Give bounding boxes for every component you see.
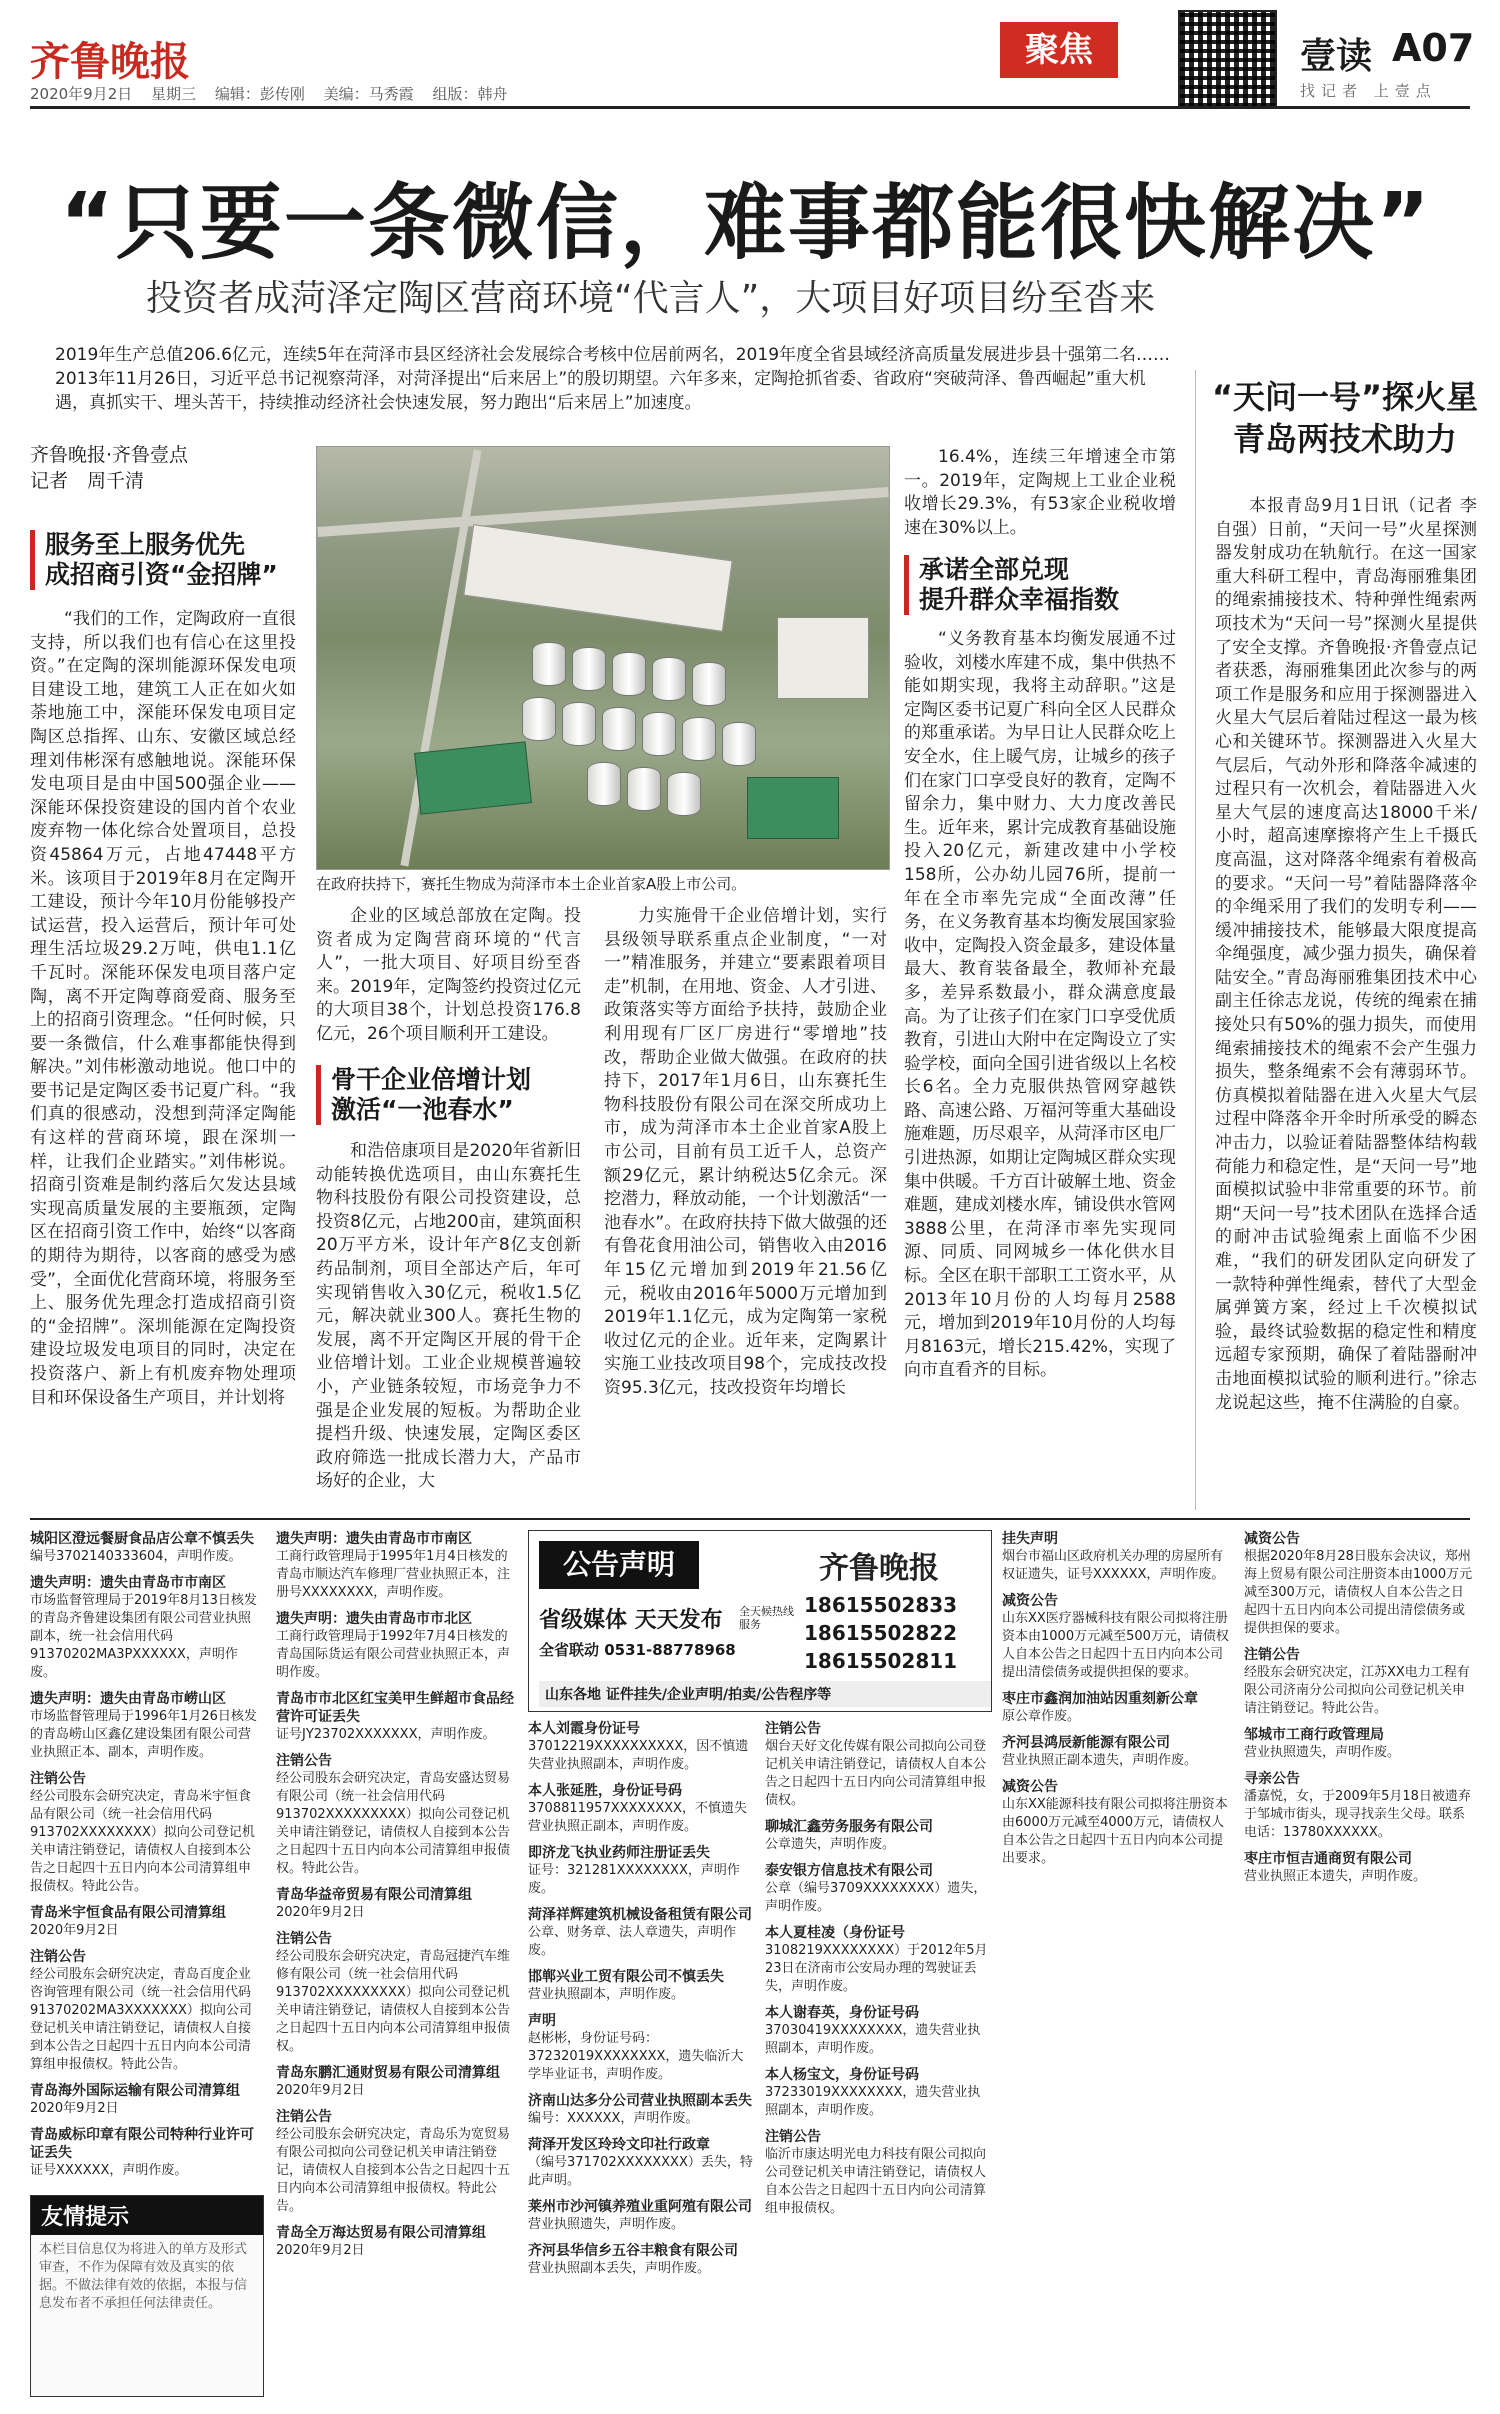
friendly-tip-box [30, 2195, 264, 2397]
notice-item [528, 2198, 753, 2234]
notice-title: 遗失声明：遗失由青岛市崂山区 [30, 1691, 226, 1707]
notice-title: 注销公告 [765, 1721, 821, 1737]
notice-item [30, 1574, 262, 1682]
lead-paragraph: 2019年生产总值206.6亿元，连续5年在菏泽市县区经济社会发展综合考核中位居前两名，2019年度全省县域经济高质量发展进步县十强第二名……2013年11月26日，习近平总书记视察菏泽，对菏泽提出“后来居上”的殷切期望。六年多来，定陶抢抓省委、省政府“突破菏泽、鲁西崛起”重大机遇，真抓实干、埋头苦干，持续推动经济社会快速发展，努力跑出“后来居上”加速度。 [55, 345, 1171, 413]
section2-title-line1: 骨干企业倍增计划 [331, 1065, 532, 1094]
issue-date: 2020年9月2日 [30, 85, 133, 103]
notice-title: 城阳区澄远餐厨食品店公章不慎丢失 [30, 1531, 254, 1547]
article-column-2b [316, 1140, 581, 1503]
column-2a-text: 企业的区域总部放在定陶。投资者成为定陶营商环境的“代言人”，一批大项目、好项目纷至沓来。2019年，定陶签约投资过亿元的大项目38个，计划总投资176.8亿元，26个项目顺利开工建设。 [316, 906, 581, 1044]
notice-title: 注销公告 [30, 1771, 86, 1787]
notice-title: 齐河县鸿辰新能源有限公司 [1002, 1735, 1170, 1751]
section1-title-line2: 成招商引资“金招牌” [45, 560, 278, 589]
notice-body: 37233019XXXXXXXX，遗失营业执照副本，声明作废。 [765, 2085, 981, 2118]
notice-item [765, 1818, 990, 1854]
notice-body: 潘嘉悦，女，于2009年5月18日被遗弃于邹城市街头，现寻找亲生父母。联系电话：13780XXXXXX。 [1244, 1789, 1471, 1840]
section3-title-line1: 承诺全部兑现 [919, 555, 1070, 584]
notice-item [1002, 1734, 1232, 1770]
notice-item [30, 1690, 262, 1762]
column-divider [1195, 370, 1196, 1510]
notice-title: 注销公告 [30, 1949, 86, 1965]
ad-banner-logo: 齐鲁晚报 [819, 1551, 939, 1586]
notices-column-6 [1244, 1530, 1474, 2400]
notice-title: 即济龙飞执业药师注册证丢失 [528, 1845, 710, 1861]
ad-phone-3[interactable]: 18615502811 [804, 1649, 958, 1673]
section-tag: 聚焦 [1000, 22, 1118, 78]
notice-body: 营业执照副本，声明作废。 [528, 1987, 685, 2002]
ad-banner-title: 公告声明 [539, 1541, 699, 1589]
notice-item [276, 2224, 516, 2260]
notice-body: 经公司股东会研究决定，青岛乐为宽贸易有限公司拟向公司登记机关申请注销登记，请债权人自接到本公告之日起四十五日内向本公司清算组申报债权。特此公告。 [276, 2127, 511, 2214]
notice-item [765, 2004, 990, 2058]
ad-landline[interactable]: 全省联动 0531-88778968 [539, 1641, 736, 1659]
notice-item [765, 1862, 990, 1916]
article-column-4a [904, 446, 1176, 536]
notice-title: 青岛东鹏汇通财贸易有限公司清算组 [276, 2065, 500, 2081]
notice-body: 营业执照副本丢失，声明作废。 [528, 2261, 711, 2276]
notice-body: 营业执照正副本遗失，声明作废。 [1002, 1753, 1198, 1768]
section1-title-line1: 服务至上服务优先 [45, 530, 246, 559]
notice-item [1002, 1690, 1232, 1726]
notice-title: 寻亲公告 [1244, 1771, 1300, 1787]
page-name: 壹读 [1300, 36, 1373, 77]
notice-body: 2020年9月2日 [30, 1923, 119, 1938]
notice-title: 注销公告 [276, 1931, 332, 1947]
ads-top-rule [30, 1518, 1470, 1520]
notice-body: 公章（编号3709XXXXXXXX）遗失，声明作废。 [765, 1881, 987, 1914]
notice-title: 声明 [528, 2013, 556, 2029]
notice-title: 注销公告 [276, 2109, 332, 2125]
notice-title: 遗失声明：遗失由青岛市市南区 [276, 1531, 472, 1547]
notice-title: 本人夏桂凌（身份证号 [765, 1925, 905, 1941]
notice-body: 山东XX能源科技有限公司拟将注册资本由6000万元减至4000万元，请债权人自本公告之日起四十五日内向本公司提出要求。 [1002, 1797, 1228, 1866]
notice-title: 青岛海外国际运输有限公司清算组 [30, 2083, 240, 2099]
ad-banner [528, 1530, 992, 1712]
notice-title: 遗失声明：遗失由青岛市市南区 [30, 1575, 226, 1591]
header-rule [30, 106, 1470, 109]
section1-title [30, 530, 300, 590]
notice-item [30, 1770, 262, 1896]
notice-body: 经公司股东会研究决定，青岛冠捷汽车维修有限公司（统一社会信用代码913702XXXXXXXXX）拟向公司登记机关申请注销登记，请债权人自接到本公告之日起四十五日内向本公司清算组申报债权。 [276, 1949, 511, 2054]
notice-item [765, 1924, 990, 1996]
notice-item [528, 2242, 753, 2278]
notice-body: 2020年9月2日 [276, 2243, 365, 2258]
ad-banner-slogan: 省级媒体 天天发布 [539, 1608, 723, 1633]
notice-body: 编号3702140333604，声明作废。 [30, 1549, 242, 1564]
ad-scope: 山东各地 证件挂失/企业声明/拍卖/公告程序等 [539, 1681, 991, 1707]
notice-item [528, 2136, 753, 2190]
notice-title: 邯郸兴业工贸有限公司不慎丢失 [528, 1969, 724, 1985]
notice-title: 聊城汇鑫劳务服务有限公司 [765, 1819, 933, 1835]
notice-body: 37012219XXXXXXXXXX，因不慎遗失营业执照副本，声明作废。 [528, 1739, 749, 1772]
notice-body: 营业执照正本遗失，声明作废。 [1244, 1869, 1427, 1884]
notices-column-1 [30, 1530, 262, 2180]
notice-item [528, 1844, 753, 1898]
notice-title: 枣庄市鑫润加油站因重刻新公章 [1002, 1691, 1198, 1707]
section2-title-line2: 激活“一池春水” [331, 1095, 514, 1124]
notice-title: 本人谢春英，身份证号码 [765, 2005, 919, 2021]
notice-item [276, 1752, 516, 1878]
notice-title: 注销公告 [276, 1753, 332, 1769]
notice-body: 证号JY23702XXXXXXX，声明作废。 [276, 1727, 496, 1742]
notice-body: 证号：321281XXXXXXXX，声明作废。 [528, 1863, 740, 1896]
notice-body: 2020年9月2日 [276, 2083, 365, 2098]
factory-aerial-photo [316, 446, 890, 870]
notice-item [528, 2092, 753, 2128]
notice-title: 济南山达多分公司营业执照副本丢失 [528, 2093, 752, 2109]
subheadline: 投资者成菏泽定陶区营商环境“代言人”，大项目好项目纷至沓来 [146, 278, 1156, 319]
column-4a-text: 16.4%，连续三年增速全市第一。2019年，定陶规上工业企业税收增长29.3%，有53家企业税收增速在30%以上。 [904, 447, 1176, 536]
column-3-text: 力实施骨干企业倍增计划，实行县级领导联系重点企业制度，“一对一”精准服务，并建立“要素跟着项目走”机制，在用地、资金、人才引进、政策落实等方面给予扶持，鼓励企业利用现有厂区厂房进行“零增地”技改，帮助企业做大做强。在政府的扶持下，2017年1月6日，山东赛托生物科技股份有限公司在深交所成功上市，成为菏泽市本土企业首家A股上市公司，目前有员工近千人，总资产额29亿元，累计纳税达5亿余元。深挖潜力，释放动能，一个计划激活“一池春水”。在政府扶持下做大做强的还有鲁花食用油公司，销售收入由2016年15亿元增加到2019年21.56亿元，税收由2016年5000万元增加到2019年1.1亿元，成为定陶第一家税收过亿元的企业。近年来，定陶累计实施工业技改项目98个，完成技改投资95.3亿元，技改投资年均增长 [604, 906, 887, 1398]
notice-item [1244, 1726, 1474, 1762]
notice-item [1244, 1770, 1474, 1842]
notice-title: 挂失声明 [1002, 1531, 1058, 1547]
ad-banner-hotline-label: 全天候热线服务 [739, 1605, 794, 1631]
byline [30, 442, 188, 494]
notice-body: 临沂市康达明光电力科技有限公司拟向公司登记机关申请注销登记，请债权人自本公告之日起四十五日内向公司清算组申报债权。 [765, 2147, 987, 2216]
notice-item [528, 2012, 753, 2084]
notice-item [276, 2064, 516, 2100]
notice-body: 烟台天好文化传媒有限公司拟向公司登记机关申请注销登记，请债权人自本公告之日起四十五日内向公司清算组申报债权。 [765, 1739, 987, 1808]
notice-item [1244, 1850, 1474, 1886]
notice-title: 注销公告 [765, 2129, 821, 2145]
notice-title: 注销公告 [1244, 1647, 1300, 1663]
notices-column-2 [276, 1530, 516, 2400]
column-1-text: “我们的工作，定陶政府一直很支持，所以我们也有信心在这里投资。”在定陶的深圳能源环保发电项目建设工地，建筑工人正在如火如荼地施工中，深能环保发电项目定陶区总指挥、山东、安徽区域总经理刘伟彬深有感触地说。深能环保发电项目是由中国500强企业——深能环保投资建设的国内首个农业废弃物一体化综合处置项目，总投资45864万元，占地47448平方米。该项目于2019年8月在定陶开工建设，预计今年10月份能够投产试运营，投入运营后，预计年可处理生活垃圾29.2万吨，供电1.1亿千瓦时。深能环保发电项目落户定陶，离不开定陶尊商爱商、服务至上的招商引资理念。“任何时候，只要一条微信，什么难事都能快得到解决。”刘伟彬激动地说。他口中的要书记是定陶区委书记夏广科。“我们真的很感动，没想到菏泽定陶能有这样的营商环境，跟在深圳一样，让我们企业踏实。”刘伟彬说。招商引资难是制约落后欠发达县域实现高质量发展的主要瓶颈，定陶区在招商引资工作中，始终“以客商的期待为期待，以客商的感受为感受”，全面优化营商环境，将服务至上、服务优先理念打造成招商引资的“金招牌”。深圳能源在定陶投资建设垃圾发电项目的同时，决定在投资落户、新上有机废弃物处理项目和环保设备生产项目，并计划将 [30, 609, 296, 1408]
sidebar-article-text: 本报青岛9月1日讯（记者 李自强）日前，“天问一号”火星探测器发射成功在轨航行。在这一国家重大科研工程中，青岛海丽雅集团的绳索捕接技术、特种弹性绳索两项技术为“天问一号”探测火星提供了安全支撑。齐鲁晚报·齐鲁壹点记者获悉，海丽雅集团此次参与的两项工作是服务和应用于探测器进入火星大气层后着陆过程这一最为核心和关键环节。探测器进入火星大气层后，气动外形和降落伞减速的过程只有一次机会，着陆器进入火星大气层的速度高达18000千米/小时，超高速摩擦将产生上千摄氏度高温，这对降落伞绳索有着极高的要求。“天问一号”着陆器降落伞的伞绳采用了我们的发明专利——缓冲捕接技术，能够最大限度提高伞绳强度，减少强力损失，确保着陆安全。”青岛海丽雅集团技术中心副主任徐志龙说，传统的绳索在捕接处只有50%的强力损失，而使用绳索捕接技术的绳索不会产生强力损失，整条绳索不会有薄弱环节。仿真模拟着陆器在进入火星大气层过程中降落伞开伞时所承受的瞬态冲击力，以验证着陆器整体结构载荷能力和稳定性，是“天问一号”地面模拟试验中非常重要的环节。前期“天问一号”技术团队在选择合适的耐冲击试验绳索上面临不少困难，“我们的研发团队定向研发了一款特种弹性绳索，替代了大型金属弹簧方案，经过上千次模拟试验，最终试验数据的稳定性和精度远超专家预期，确保了着陆器耐冲击地面模拟试验的顺利进行。”徐志龙说起这些，掩不住满脸的自豪。 [1215, 496, 1477, 1413]
notice-title: 青岛威标印章有限公司特种行业许可证丢失 [30, 2127, 254, 2161]
byline-source: 齐鲁晚报·齐鲁壹点 [30, 444, 189, 466]
notice-title: 邹城市工商行政管理局 [1244, 1727, 1384, 1743]
notice-body: 编号：XXXXXX，声明作废。 [528, 2111, 699, 2126]
section2-title [316, 1065, 581, 1125]
issue-weekday: 星期三 [151, 85, 197, 103]
notice-title: 青岛华益帝贸易有限公司清算组 [276, 1887, 472, 1903]
notice-body: （编号371702XXXXXXXX）丢失，特此声明。 [528, 2155, 753, 2188]
notice-body: 工商行政管理局于1992年7月4日核发的青岛国际货运有限公司营业执照正本，声明作废。 [276, 1629, 511, 1680]
notice-body: 烟台市福山区政府机关办理的房屋所有权证遗失，证号XXXXXX，声明作废。 [1002, 1549, 1225, 1582]
notice-title: 青岛市市北区红宝美甲生鲜超市食品经营许可证丢失 [276, 1691, 514, 1725]
notice-title: 青岛米宇恒食品有限公司清算组 [30, 1905, 226, 1921]
editor-credit: 编辑：彭传刚 [214, 85, 305, 103]
notice-title: 莱州市沙河镇养殖业重阿殖有限公司 [528, 2199, 752, 2215]
notice-item [528, 1782, 753, 1836]
notice-body: 3108219XXXXXXXX）于2012年5月23日在济南市公安局办理的驾驶证丢失，声明作废。 [765, 1943, 988, 1994]
notice-body: 3708811957XXXXXXXX，不慎遗失营业执照正副本，声明作废。 [528, 1801, 747, 1834]
sidebar-headline-line2: 青岛两技术助力 [1232, 420, 1457, 458]
notice-title: 减资公告 [1002, 1779, 1058, 1795]
headline: “只要一条微信，难事都能很快解决” [60, 176, 1432, 271]
notice-item [1002, 1592, 1232, 1682]
notice-item [276, 1610, 516, 1682]
notice-body: 经公司股东会研究决定，青岛安盛达贸易有限公司（统一社会信用代码913702XXXXXXXXX）拟向公司登记机关申请注销登记，请债权人自接到本公告之日起四十五日内向本公司清算组申报债权。特此公告。 [276, 1771, 511, 1876]
notice-item [528, 1968, 753, 2004]
article-column-2a [316, 905, 581, 1045]
page-number: A07 [1392, 26, 1475, 70]
notice-body: 经股东会研究决定，江苏XX电力工程有限公司济南分公司拟向公司登记机关申请注销登记。特此公告。 [1244, 1665, 1470, 1716]
notice-item [30, 1948, 262, 2074]
ad-phone-2[interactable]: 18615502822 [804, 1621, 958, 1645]
sidebar-headline [1210, 376, 1480, 460]
notice-item [276, 1930, 516, 2056]
article-column-1 [30, 608, 296, 1503]
notice-title: 菏泽开发区玲玲文印社行政章 [528, 2137, 710, 2153]
notice-body: 营业执照遗失，声明作废。 [1244, 1745, 1401, 1760]
notice-body: 原公章作废。 [1002, 1709, 1081, 1724]
notice-item [30, 1904, 262, 1940]
sidebar-article [1215, 495, 1477, 1503]
notice-title: 减资公告 [1002, 1593, 1058, 1609]
layout-credit: 组版：韩舟 [432, 85, 508, 103]
notice-item [276, 1530, 516, 1602]
notice-body: 公章、财务章、法人章遗失，声明作废。 [528, 1925, 737, 1958]
article-column-4b [904, 628, 1176, 1503]
notice-item [1002, 1778, 1232, 1868]
notice-item [30, 2126, 262, 2180]
notice-item [765, 2066, 990, 2120]
notice-title: 青岛全万海达贸易有限公司清算组 [276, 2225, 486, 2241]
section3-title-line2: 提升群众幸福指数 [919, 585, 1120, 614]
section3-title [904, 555, 1169, 615]
notice-title: 本人张延胜，身份证号码 [528, 1783, 682, 1799]
notices-column-3 [528, 1720, 753, 2400]
notice-body: 37030419XXXXXXXX，遗失营业执照副本，声明作废。 [765, 2023, 981, 2056]
notice-body: 市场监督管理局于1996年1月26日核发的青岛崂山区鑫亿建设集团有限公司营业执照正本、副本，声明作废。 [30, 1709, 257, 1760]
notice-body: 经公司股东会研究决定，青岛百度企业咨询管理有限公司（统一社会信用代码91370202MA3XXXXXXX）拟向公司登记机关申请注销登记，请债权人自接到本公告之日起四十五日内向本公司清算组申报债权。特此公告。 [30, 1967, 252, 2072]
notice-body: 2020年9月2日 [30, 2101, 119, 2116]
notice-item [30, 1530, 262, 1566]
notice-item [1244, 1530, 1474, 1638]
notice-title: 齐河县华信乡五谷丰粮食有限公司 [528, 2243, 738, 2259]
notice-title: 枣庄市恒吉通商贸有限公司 [1244, 1851, 1412, 1867]
notice-body: 山东XX医疗器械科技有限公司拟将注册资本由1000万元减至500万元，请债权人自本公告之日起四十五日内向本公司提出清偿债务或提供担保的要求。 [1002, 1611, 1229, 1680]
page-subtitle: 找记者 上壹点 [1300, 82, 1437, 100]
photo-caption: 在政府扶持下，赛托生物成为菏泽市本土企业首家A股上市公司。 [316, 875, 747, 893]
masthead-meta [30, 83, 521, 104]
notice-title: 减资公告 [1244, 1531, 1300, 1547]
notice-body: 公章遗失，声明作废。 [765, 1837, 896, 1852]
notice-body: 2020年9月2日 [276, 1905, 365, 1920]
notice-title: 泰安银方信息技术有限公司 [765, 1863, 933, 1879]
column-2b-text: 和浩倍康项目是2020年省新旧动能转换优选项目，由山东赛托生物科技股份有限公司投资建设，总投资8亿元，占地200亩，建筑面积20万平方米，设计年产8亿支创新药品制剂，项目全部达产后，年可实现销售收入30亿元，税收1.5亿元，解决就业300人。赛托生物的发展，离不开定陶区开展的骨干企业倍增计划。工业企业规模普遍较小，产业链条较短，市场竞争力不强是企业发展的短板。为帮助企业提档升级、快速发展，定陶区委区政府筛选一批成长潜力大，产品市场好的企业，大 [316, 1141, 581, 1492]
notice-title: 本人刘霞身份证号 [528, 1721, 640, 1737]
notice-body: 工商行政管理局于1995年1月4日核发的青岛市顺达汽车修理厂营业执照正本，注册号XXXXXXXX，声明作废。 [276, 1549, 511, 1600]
friendly-tip-text: 本栏目信息仅为将进入的单方及形式审查，不作为保障有效及真实的依据。不做法律有效的依据，本报与信息发布者不承担任何法律责任。 [39, 2242, 248, 2311]
notices-column-5 [1002, 1530, 1232, 2400]
notice-title: 本人杨宝文，身份证号码 [765, 2067, 919, 2083]
notice-body: 赵彬彬，身份证号码：37232019XXXXXXXX，遗失临沂大学毕业证书，声明作废。 [528, 2031, 744, 2082]
notice-title: 菏泽祥辉建筑机械设备租赁有限公司 [528, 1907, 752, 1923]
notice-body: 市场监督管理局于2019年8月13日核发的青岛齐鲁建设集团有限公司营业执照副本，统一社会信用代码91370202MA3PXXXXXX，声明作废。 [30, 1593, 257, 1680]
sidebar-headline-line1: “天问一号”探火星 [1211, 378, 1479, 416]
notice-body: 根据2020年8月28日股东会决议，郑州海上贸易有限公司注册资本由1000万元减至300万元，请债权人自本公告之日起四十五日内向本公司提出清偿债务或提供担保的要求。 [1244, 1549, 1473, 1636]
notice-item [30, 2082, 262, 2118]
notice-item [528, 1906, 753, 1960]
article-column-3 [604, 905, 887, 1503]
notices-column-4 [765, 1720, 990, 2400]
notice-item [765, 2128, 990, 2218]
notice-item [276, 1886, 516, 1922]
notice-body: 证号XXXXXX，声明作废。 [30, 2163, 188, 2178]
ad-phone-1[interactable]: 18615502833 [804, 1593, 958, 1617]
notice-item [1244, 1646, 1474, 1718]
notice-item [1002, 1530, 1232, 1584]
notice-item [276, 1690, 516, 1744]
art-credit: 美编：马秀霞 [323, 85, 414, 103]
notice-title: 遗失声明：遗失由青岛市市北区 [276, 1611, 472, 1627]
notice-item [765, 1720, 990, 1810]
friendly-tip-title: 友情提示 [31, 2196, 263, 2235]
notice-item [276, 2108, 516, 2216]
notice-body: 经公司股东会研究决定，青岛米宇恒食品有限公司（统一社会信用代码913702XXXXXXXX）拟向公司登记机关申请注销登记，请债权人自接到本公告之日起四十五日内向本公司清算组申报债权。特此公告。 [30, 1789, 255, 1894]
notice-body: 营业执照遗失，声明作废。 [528, 2217, 685, 2232]
notice-item [528, 1720, 753, 1774]
column-4b-text: “义务教育基本均衡发展通不过验收，刘楼水库建不成，集中供热不能如期实现，我将主动辞职。”这是定陶区委书记夏广科向全区人民群众的郑重承诺。为早日让人民群众吃上安全水，住上暖气房，让城乡的孩子们在家门口享受良好的教育，定陶不留余力，集中财力、大力度改善民生。近年来，累计完成教育基础设施投入20亿元，新建改建中小学校158所，公办幼儿园76所，提前一年在全市率先完成“全面改薄”任务，在义务教育基本均衡发展国家验收中，定陶投入资金最多，建设体量最大、教育装备最全，教师补充最多，差异系数最小，群众满意度最高。为了让孩子们在家门口享受优质教育，引进山大附中在定陶设立了实验学校，面向全国引进省级以上名校长6名。全力克服供热管网穿越铁路、高速公路、万福河等重大基础设施难题，历尽艰辛，从菏泽市区电厂引进热源，如期让定陶城区群众实现集中供暖。千方百计破解土地、资金难题，建成刘楼水库，铺设供水管网3888公里，在菏泽市率先实现同源、同质、同网城乡一体化供水目标。全区在职干部职工工资水平，从2013年10月份的人均每月2588元，增加到2019年10月份的人均每月8163元，增长215.42%，实现了向市直看齐的目标。 [904, 629, 1176, 1381]
masthead-logo: 齐鲁晚报 [30, 38, 190, 85]
qr-code-icon[interactable] [1178, 10, 1277, 109]
byline-reporter: 记者 周千清 [30, 470, 145, 492]
